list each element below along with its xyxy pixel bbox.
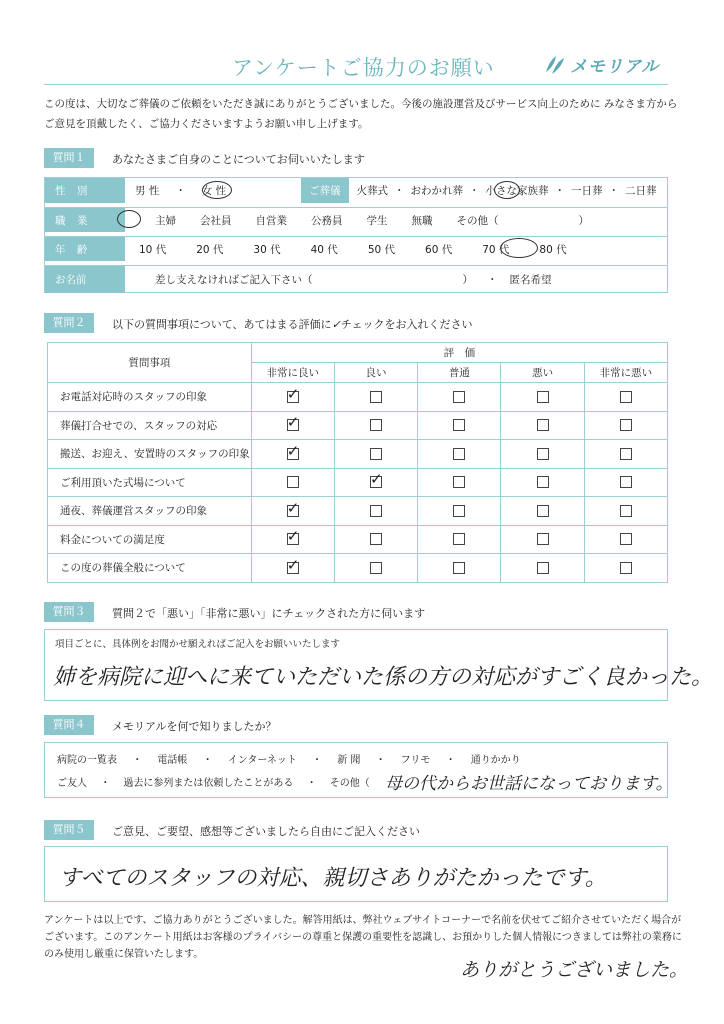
age-label: 年 齢 bbox=[45, 237, 125, 261]
col-header-eval: 評 価 bbox=[251, 343, 667, 363]
table-row bbox=[48, 525, 668, 554]
signature-handwriting: ありがとうございました。 bbox=[460, 959, 689, 981]
eval-checkbox[interactable] bbox=[537, 476, 549, 488]
source-furimo[interactable]: フリモ bbox=[400, 755, 431, 766]
col-header-question: 質問事項 bbox=[48, 343, 252, 383]
eval-checkbox[interactable] bbox=[620, 562, 632, 574]
eval-checkbox[interactable] bbox=[620, 476, 632, 488]
check-mark-icon: ✓ bbox=[286, 413, 300, 432]
eval-cell bbox=[251, 411, 334, 440]
eval-cell bbox=[418, 411, 501, 440]
name-anonymous-option[interactable]: 匿名希望 bbox=[509, 274, 552, 286]
eval-cell bbox=[501, 440, 584, 469]
eval-cell bbox=[418, 440, 501, 469]
age-option-70s[interactable]: 70 代 bbox=[482, 243, 510, 256]
question-label: ご利用頂いた式場について bbox=[48, 468, 252, 497]
eval-cell bbox=[584, 554, 667, 583]
eval-checkbox[interactable] bbox=[453, 391, 465, 403]
job-option-housewife[interactable]: 主婦 bbox=[155, 214, 176, 227]
job-option-selfemployed[interactable]: 自営業 bbox=[255, 214, 287, 227]
intro-text: この度は、大切なご葬儀のご依頼をいただき誠にありがとうございました。今後の施設運営及びサービス向上のために みなさま方からご意見を頂戴したく、ご協力くださいますようお願い申し上げます。 bbox=[44, 98, 678, 130]
age-option-60s[interactable]: 60 代 bbox=[425, 243, 453, 256]
eval-cell bbox=[251, 383, 334, 412]
job-other-close: ） bbox=[578, 214, 589, 227]
eval-checkbox[interactable] bbox=[286, 527, 300, 546]
check-mark-icon: ✓ bbox=[286, 498, 300, 517]
check-mark-icon: ✓ bbox=[286, 384, 300, 403]
brand-name: メモリアル bbox=[570, 57, 660, 77]
q4-options-line1 bbox=[57, 751, 521, 766]
eval-checkbox[interactable] bbox=[620, 448, 632, 460]
eval-checkbox[interactable] bbox=[370, 533, 382, 545]
gender-row bbox=[45, 178, 667, 203]
funeral-dot: ・ bbox=[394, 185, 405, 197]
eval-cell bbox=[334, 411, 417, 440]
table-row bbox=[48, 440, 668, 469]
age-option-10s[interactable]: 10 代 bbox=[139, 243, 167, 256]
q3-answer-box[interactable] bbox=[44, 629, 714, 701]
eval-cell bbox=[501, 525, 584, 554]
eval-checkbox[interactable] bbox=[453, 505, 465, 517]
q4-heading: メモリアルを何で知りましたか？ bbox=[112, 720, 277, 733]
selected-female-circle bbox=[202, 181, 232, 199]
question-label: お電話対応時のスタッフの印象 bbox=[48, 383, 252, 412]
eval-checkbox[interactable] bbox=[537, 391, 549, 403]
eval-level-header: 良い bbox=[334, 363, 417, 383]
eval-checkbox[interactable] bbox=[620, 391, 632, 403]
eval-checkbox[interactable] bbox=[287, 476, 299, 488]
name-row bbox=[45, 265, 667, 293]
eval-cell bbox=[334, 383, 417, 412]
eval-checkbox[interactable] bbox=[453, 419, 465, 431]
eval-checkbox[interactable] bbox=[286, 555, 300, 574]
eval-cell bbox=[418, 497, 501, 526]
eval-checkbox[interactable] bbox=[537, 448, 549, 460]
job-option-employee[interactable]: 会社員 bbox=[200, 214, 232, 227]
q2-heading-check-mark: ✓ bbox=[331, 318, 341, 331]
q4-options-line2 bbox=[57, 774, 370, 789]
eval-cell bbox=[418, 383, 501, 412]
table-row bbox=[48, 383, 668, 412]
eval-checkbox[interactable] bbox=[286, 498, 300, 517]
age-option-80s[interactable]: 80 代 bbox=[539, 243, 567, 256]
source-dot: ・ bbox=[132, 755, 143, 766]
name-dot: ・ bbox=[487, 274, 498, 286]
q5-heading: ご意見、ご要望、感想等ございましたら自由にご記入ください bbox=[112, 825, 420, 838]
q5-answer-box[interactable] bbox=[44, 846, 668, 902]
check-mark-icon: ✓ bbox=[370, 470, 383, 489]
eval-cell bbox=[501, 554, 584, 583]
source-friend[interactable]: ご友人 bbox=[57, 778, 87, 789]
job-option-civilservant[interactable]: 公務員 bbox=[311, 214, 343, 227]
eval-checkbox[interactable] bbox=[620, 505, 632, 517]
eval-checkbox[interactable] bbox=[370, 470, 383, 489]
eval-cell bbox=[501, 497, 584, 526]
source-dot: ・ bbox=[202, 755, 213, 766]
eval-cell bbox=[584, 468, 667, 497]
eval-level-header: 悪い bbox=[501, 363, 584, 383]
q3-prompt: 項目ごとに、具体例をお聞かせ願えればご記入をお願いいたします bbox=[55, 639, 341, 650]
check-mark-icon: ✓ bbox=[286, 555, 300, 574]
funeral-label: ご葬儀 bbox=[301, 178, 349, 203]
eval-cell bbox=[501, 411, 584, 440]
eval-cell bbox=[251, 468, 334, 497]
gender-male[interactable]: 男 性 bbox=[135, 185, 160, 197]
job-label: 職 業 bbox=[45, 208, 125, 232]
eval-checkbox[interactable] bbox=[537, 419, 549, 431]
age-option-40s[interactable]: 40 代 bbox=[310, 243, 338, 256]
source-dot: ・ bbox=[306, 778, 317, 789]
source-internet[interactable]: インターネット bbox=[227, 755, 297, 766]
eval-level-header: 非常に悪い bbox=[584, 363, 667, 383]
funeral-dot: ・ bbox=[608, 185, 619, 197]
eval-checkbox[interactable] bbox=[286, 413, 300, 432]
selected-70s-circle bbox=[500, 238, 538, 258]
eval-checkbox[interactable] bbox=[286, 384, 300, 403]
question-label: 通夜、葬儀運営スタッフの印象 bbox=[48, 497, 252, 526]
eval-level-header: 非常に良い bbox=[251, 363, 334, 383]
age-option-30s[interactable]: 30 代 bbox=[253, 243, 281, 256]
q3-tag: 質問３ bbox=[44, 602, 94, 622]
funeral-dot: ・ bbox=[554, 185, 565, 197]
brand-logo bbox=[544, 52, 659, 77]
page-title: アンケートご協力のお願い bbox=[232, 56, 495, 80]
eval-checkbox[interactable] bbox=[620, 419, 632, 431]
job-option-unemployed[interactable]: 無職 bbox=[411, 214, 433, 227]
source-other[interactable]: その他（ bbox=[329, 778, 370, 789]
funeral-option-kaso[interactable]: 火葬式 bbox=[356, 185, 388, 197]
question-label: この度の葬儀全般について bbox=[48, 554, 252, 583]
eval-cell bbox=[584, 497, 667, 526]
q2-heading-tail: チェックをお入れください bbox=[340, 318, 473, 331]
source-dot: ・ bbox=[375, 755, 386, 766]
source-passing-by[interactable]: 通りかかり bbox=[470, 755, 521, 766]
source-dot: ・ bbox=[445, 755, 456, 766]
q1-tag: 質問１ bbox=[44, 148, 94, 168]
question-label: 料金についての満足度 bbox=[48, 525, 252, 554]
q2-tag: 質問２ bbox=[44, 313, 94, 333]
eval-cell bbox=[584, 440, 667, 469]
q4-other-handwriting: 母の代からお世話になっております。 bbox=[385, 774, 673, 794]
logo-mark-icon bbox=[544, 54, 566, 76]
source-dot: ・ bbox=[312, 755, 323, 766]
source-past-attendance[interactable]: 過去に参列または依頼したことがある bbox=[123, 778, 294, 789]
eval-cell bbox=[334, 554, 417, 583]
eval-checkbox[interactable] bbox=[370, 448, 382, 460]
eval-checkbox[interactable] bbox=[370, 505, 382, 517]
age-option-20s[interactable]: 20 代 bbox=[196, 243, 224, 256]
table-row bbox=[48, 554, 668, 583]
question-label: 搬送、お迎え、安置時のスタッフの印象 bbox=[48, 440, 252, 469]
footer-note: アンケートは以上です、ご協力ありがとうございました。解答用紙は、弊社ウェブサイトコーナーで名前を伏せてご紹介させていただく場合がございます。このアンケート用紙はお客様のプライバシーの尊重と保護の重要性を認識し、お預かりした個人情報につきましては弊社の業務にのみ使用し厳重に保管いたします。 bbox=[44, 915, 682, 960]
funeral-option-futsuka[interactable]: 二日葬 bbox=[625, 185, 657, 197]
header-divider bbox=[44, 84, 668, 85]
eval-cell bbox=[418, 525, 501, 554]
eval-cell bbox=[251, 525, 334, 554]
eval-checkbox[interactable] bbox=[286, 441, 300, 460]
evaluation-table bbox=[47, 342, 668, 583]
age-row bbox=[45, 236, 667, 261]
eval-checkbox[interactable] bbox=[370, 562, 382, 574]
source-newspaper[interactable]: 新 聞 bbox=[337, 755, 361, 766]
gender-label: 性 別 bbox=[45, 178, 125, 203]
eval-checkbox[interactable] bbox=[537, 533, 549, 545]
job-option-other[interactable]: その他（ bbox=[456, 214, 499, 227]
eval-cell bbox=[334, 468, 417, 497]
eval-cell bbox=[334, 497, 417, 526]
eval-checkbox[interactable] bbox=[453, 562, 465, 574]
gender-female[interactable]: 女 性 bbox=[201, 185, 227, 197]
eval-cell bbox=[584, 525, 667, 554]
q2-heading bbox=[112, 316, 472, 332]
q3-answer-handwriting: 姉を病院に迎へに来ていただいた係の方の対応がすごく良かった。 bbox=[53, 665, 714, 690]
eval-cell bbox=[334, 440, 417, 469]
eval-cell bbox=[501, 383, 584, 412]
eval-cell bbox=[418, 554, 501, 583]
check-mark-icon: ✓ bbox=[286, 441, 300, 460]
selected-housewife-circle bbox=[117, 210, 141, 228]
name-prompt: 差し支えなければご記入下さい（ bbox=[155, 274, 313, 286]
eval-checkbox[interactable] bbox=[370, 419, 382, 431]
funeral-dot: ・ bbox=[469, 185, 480, 197]
selected-kazoku-circle bbox=[494, 181, 520, 199]
q4-options-box bbox=[44, 742, 673, 798]
q5-tag: 質問５ bbox=[44, 820, 94, 840]
eval-checkbox[interactable] bbox=[453, 533, 465, 545]
gender-dot: ・ bbox=[175, 185, 186, 197]
funeral-option-owakare[interactable]: おわかれ葬 bbox=[410, 185, 463, 197]
source-dot: ・ bbox=[100, 778, 111, 789]
eval-checkbox[interactable] bbox=[453, 476, 465, 488]
eval-level-header: 普通 bbox=[418, 363, 501, 383]
eval-cell bbox=[251, 554, 334, 583]
eval-cell bbox=[584, 383, 667, 412]
table-row bbox=[48, 411, 668, 440]
q3-heading: 質問２で「悪い」「非常に悪い」にチェックされた方に伺います bbox=[112, 607, 426, 620]
job-option-student[interactable]: 学生 bbox=[366, 214, 388, 227]
eval-cell bbox=[251, 497, 334, 526]
source-hospital-list[interactable]: 病院の一覧表 bbox=[57, 755, 117, 766]
age-option-50s[interactable]: 50 代 bbox=[367, 243, 396, 256]
eval-cell bbox=[418, 468, 501, 497]
eval-checkbox[interactable] bbox=[537, 505, 549, 517]
eval-cell bbox=[584, 411, 667, 440]
name-label: お名前 bbox=[45, 266, 125, 293]
q1-form bbox=[44, 177, 668, 293]
source-phonebook[interactable]: 電話帳 bbox=[157, 755, 188, 766]
eval-cell bbox=[501, 468, 584, 497]
q5-answer-handwriting: すべてのスタッフの対応、親切さありがたかったです。 bbox=[59, 866, 607, 891]
eval-checkbox[interactable] bbox=[370, 391, 382, 403]
name-close: ） bbox=[462, 274, 473, 286]
funeral-option-kazoku[interactable]: 小さな家族葬 bbox=[485, 185, 549, 197]
eval-cell bbox=[334, 525, 417, 554]
q2-heading-text: 以下の質問事項について、あてはまる評価に bbox=[112, 318, 332, 331]
eval-checkbox[interactable] bbox=[620, 533, 632, 545]
q1-heading: あなたさまご自身のことについてお伺いいたします bbox=[112, 153, 365, 166]
eval-checkbox[interactable] bbox=[537, 562, 549, 574]
q4-tag: 質問４ bbox=[44, 715, 94, 735]
eval-cell bbox=[251, 440, 334, 469]
funeral-option-ichinichi[interactable]: 一日葬 bbox=[571, 185, 603, 197]
table-row bbox=[48, 468, 668, 497]
check-mark-icon: ✓ bbox=[286, 527, 300, 546]
table-row bbox=[48, 497, 668, 526]
eval-checkbox[interactable] bbox=[453, 448, 465, 460]
question-label: 葬儀打合せでの、スタッフの対応 bbox=[48, 411, 252, 440]
